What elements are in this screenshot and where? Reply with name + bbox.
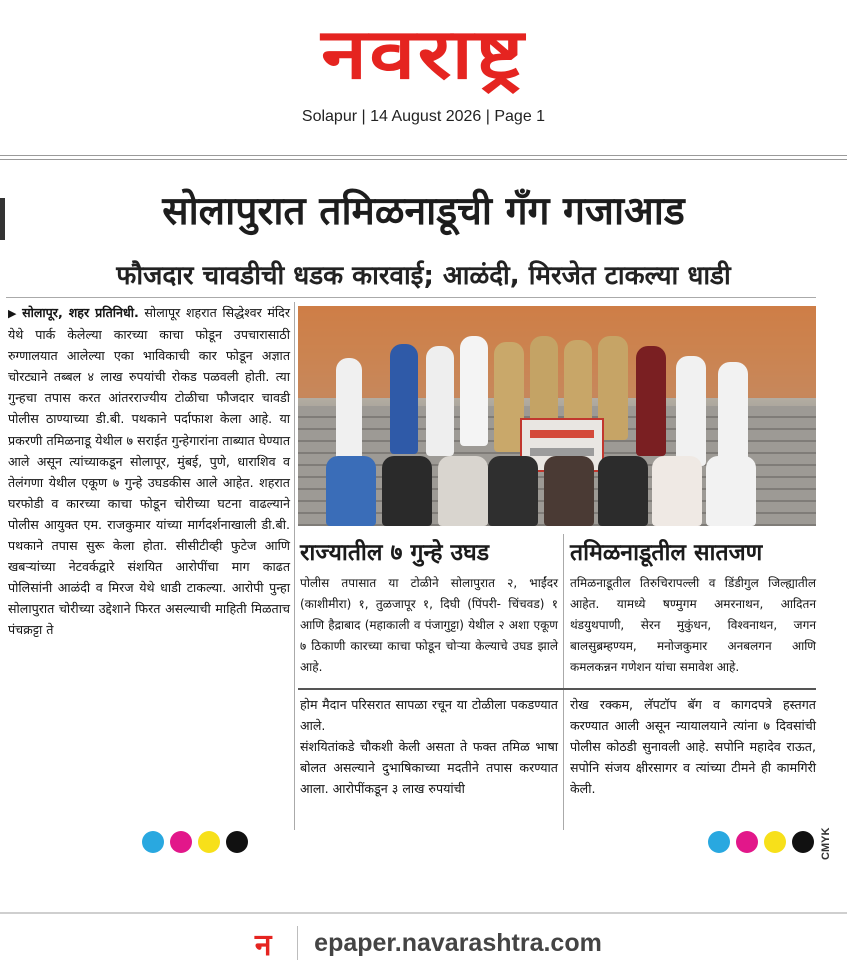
section-heading-state-crimes: राज्यातील ७ गुन्हे उघड <box>300 540 490 566</box>
continuation-right <box>570 694 816 799</box>
lead-line: सोलापुरात चोरीच्या उद्देशाने फिरत <box>8 601 161 617</box>
cmyk-label: CMYK <box>820 827 832 860</box>
photo-accused <box>438 456 488 526</box>
subhead-divider <box>6 297 816 298</box>
lead-paragraph <box>8 302 290 641</box>
footer-separator <box>297 926 298 960</box>
lead-dateline: सोलापूर, शहर प्रतिनिधी. <box>22 305 139 320</box>
body-line: चिंचवड) १ आणि हैद्राबाद (महाकाली व पंजागुट्टा) <box>300 597 558 633</box>
lead-line: असल्याची माहिती मिळताच पंचक्रट्टा ते <box>8 601 290 638</box>
body-line: जगन बालसुब्रम्हण्यम, मनोजकुमार अनबलगन <box>570 618 816 654</box>
masthead-divider-bottom <box>0 159 847 160</box>
lead-line: माग काढत पोलिसांनी आळंदी व मिरज <box>8 559 290 596</box>
body-line: आला. आरोपींकडून ३ लाख रुपयांची <box>300 781 465 797</box>
lead-line: आयुक्त एम. राजकुमार यांच्या <box>44 516 183 532</box>
column-divider-left <box>294 302 295 830</box>
lead-column <box>8 302 290 641</box>
article-subhead: फौजदार चावडीची धडक कारवाई; आळंदी, मिरजेत टाकल्या धाडी <box>116 261 731 291</box>
body-line: हस्तगत करण्यात आली असून <box>570 697 816 734</box>
photo-accused <box>382 456 432 526</box>
body-line: जिल्ह्यातील आहेत. यामध्ये षण्मुगम अमरनाथन, <box>570 576 816 612</box>
article-headline: सोलापुरात तमिळनाडूची गँग गजाआड <box>162 189 685 234</box>
section-divider <box>298 688 816 690</box>
edition-dateline: Solapur | 14 August 2026 | Page 1 <box>301 108 546 125</box>
body-line: रोख रक्कम, लॅपटॉप बॅग व कागदपत्रे <box>570 697 772 712</box>
lead-line: येथे धाडी टाकल्या. आरोपी पुन्हा <box>139 580 290 596</box>
body-line: फोडून चोऱ्या केल्याचे उघड झाले आहे. <box>300 639 558 675</box>
footer-divider <box>0 912 847 914</box>
body-line: टीमने ही कामगिरी केली. <box>570 760 816 797</box>
photo-person <box>426 346 454 456</box>
lead-line: सुरू केला होता. सीसीटीव्ही फुटेज आणि <box>86 538 290 554</box>
photo-accused <box>598 456 648 526</box>
photo-person <box>460 336 488 446</box>
body-line: आदितन थंडयुथपाणी, सेरन मुकुंधन, विश्वनाथन, <box>570 597 816 633</box>
body-line: टोळीला पकडण्यात आले. <box>300 697 558 734</box>
photo-person <box>390 344 418 454</box>
lead-line: रुग्णालयात आलेल्या एका भाविकाची <box>8 348 190 364</box>
body-line: (काशीमीरा) १, तुळजापूर १, दिघी (पिंपरी- <box>300 597 502 612</box>
lead-line: तमिळनाडू येथील ७ सराईत गुन्हेगारांना <box>46 432 219 448</box>
lead-line: शहरात सिद्धेश्वर मंदिर येथे पार्क केलेल्या <box>8 305 290 343</box>
lead-line: कार फोडून अज्ञात चोरट्याने तब्बल ४ <box>8 348 290 385</box>
photo-person <box>676 356 706 466</box>
lead-line: फौजदार चावडी पोलीस ठाण्याच्या डी.बी. <box>8 390 290 427</box>
lead-line: ताब्यात घेण्यात आले असून त्यांच्याकडून <box>8 432 290 469</box>
continuation-middle <box>300 694 558 799</box>
cyan-swatch <box>708 831 730 853</box>
lead-line: मार्गदर्शनाखाली डी.बी. पथकाने तपास <box>8 516 290 554</box>
masthead-divider-top <box>0 155 847 156</box>
body-line: येथील २ अशा एकूण ७ ठिकाणी कारच्या काचा <box>300 618 558 654</box>
black-swatch <box>792 831 814 853</box>
body-line: होम मैदान परिसरात सापळा रचून या <box>300 697 468 712</box>
lead-line: खबऱ्यांच्या नेटवर्कद्वारे संशयित आरोपींचा <box>8 559 219 575</box>
yellow-swatch <box>198 831 220 853</box>
lead-line: फोडून चोरीच्या घटना वाढल्याने पोलीस <box>8 495 290 532</box>
section-state-crimes-body <box>300 573 558 678</box>
body-line: आणि कमलकन्नन गणेशन यांचा समावेश आहे. <box>570 639 816 675</box>
body-line: पोलीस तपासात या टोळीने सोलापुरात २, भाईंदर <box>300 576 558 590</box>
body-line: राऊत, सपोनि संजय क्षीरसागर व त्यांच्या <box>570 739 816 776</box>
body-line: दुभाषिकाच्या मदतीने तपास करण्यात <box>382 760 558 776</box>
photo-person <box>336 358 362 468</box>
photo-seized-bag <box>544 456 594 526</box>
magenta-swatch <box>170 831 192 853</box>
lead-line: गुन्हचा तपास करत आंतरराज्यीय टोळीचा <box>8 390 209 406</box>
photo-person <box>636 346 666 456</box>
body-line: तमिळनाडूतील तिरुचिरापल्ली व डिंडीगुल <box>570 576 759 590</box>
black-swatch <box>226 831 248 853</box>
navarashtra-logo-icon: न <box>254 927 272 963</box>
lead-line: पथकाने पर्दाफाश केला आहे. या प्रकरणी <box>8 411 291 448</box>
lead-line: येथील एकूण ७ गुन्हे उघडकीस आले <box>48 474 218 490</box>
masthead <box>0 0 847 150</box>
lead-line: लाख रुपयांची रोकड पळवली होती. त्या <box>100 369 290 385</box>
body-line: न्यायालयाने त्यांना ७ दिवसांची पोलीस <box>570 718 816 755</box>
body-line: संशयितांकडे चौकशी केली असता ते <box>300 739 468 755</box>
lead-line: सोलापूर <box>144 305 181 320</box>
photo-accused <box>488 456 538 526</box>
lead-line: कारच्या काचा फोडून उपचारासाठी <box>113 327 290 343</box>
color-swatches-right <box>708 831 814 853</box>
photo-accused <box>652 456 702 526</box>
body-line: फक्त तमिळ भाषा बोलत असल्याने <box>300 739 558 776</box>
photo-accused <box>326 456 376 526</box>
lead-line: सोलापूर, मुंबई, पुणे, धाराशिव व तेलंगणा <box>8 453 290 490</box>
section-tamilnadu-body <box>570 573 816 678</box>
photo-accused <box>706 456 756 526</box>
body-line: कोठडी सुनावली आहे. सपोनि महादेव <box>606 739 781 755</box>
lead-line: आहेत. शहरात घरफोडी व कारच्या काचा <box>8 474 290 511</box>
magenta-swatch <box>736 831 758 853</box>
triangle-bullet-icon: ▶ <box>8 307 19 320</box>
epaper-url-link[interactable]: epaper.navarashtra.com <box>314 928 602 957</box>
newspaper-logo: नवराष्ट्र <box>321 13 526 95</box>
footer <box>0 915 847 971</box>
color-swatches-left <box>142 831 248 853</box>
yellow-swatch <box>764 831 786 853</box>
cyan-swatch <box>142 831 164 853</box>
column-divider-right <box>563 534 564 830</box>
article-photo <box>298 306 816 526</box>
section-heading-tamilnadu-seven: तमिळनाडूतील सातजण <box>570 540 763 566</box>
